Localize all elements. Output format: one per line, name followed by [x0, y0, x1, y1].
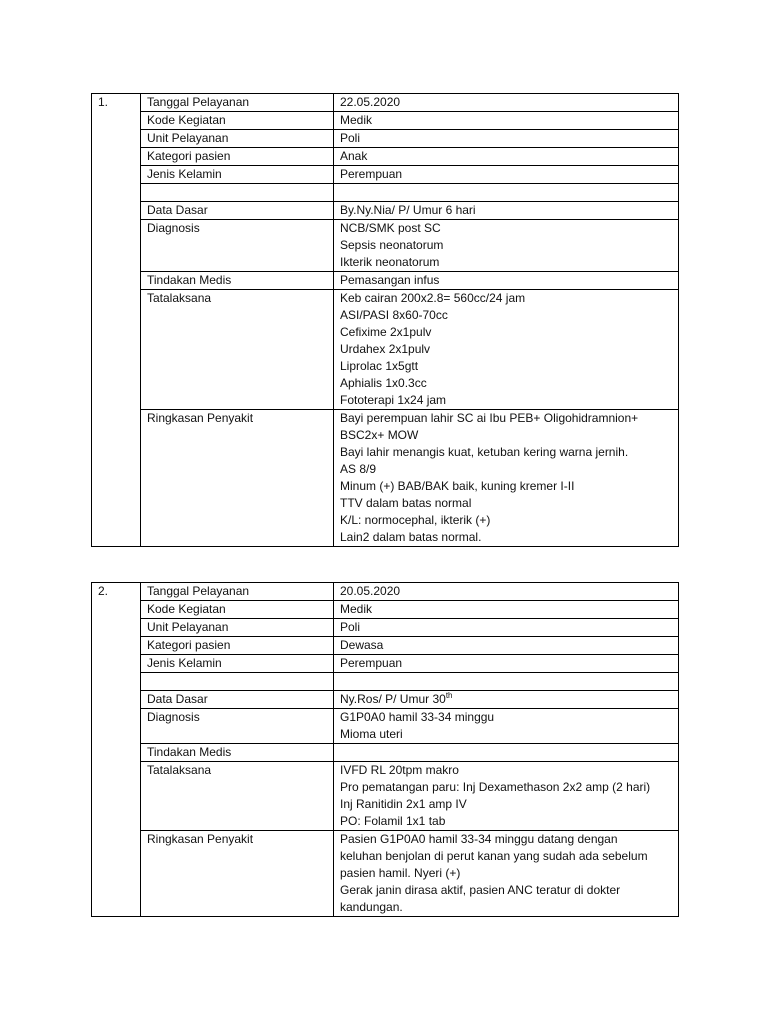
jk-value: Perempuan [334, 655, 679, 673]
tatalaksana-line: IVFD RL 20tpm makro [340, 763, 459, 777]
tatalaksana-line: Pro pematangan paru: Inj Dexamethason 2x2 amp (2 hari) [340, 780, 651, 794]
kode-value: Medik [334, 601, 679, 619]
field-label: Diagnosis [141, 709, 334, 744]
tatalaksana-line: Liprolac 1x5gtt [340, 359, 419, 373]
record-table [91, 582, 679, 917]
tatalaksana-line: PO: Folamil 1x1 tab [340, 814, 446, 828]
ringkasan-line: Minum (+) BAB/BAK baik, kuning kremer I-II [340, 479, 575, 493]
kategori-value: Dewasa [334, 637, 679, 655]
ringkasan-line: AS 8/9 [340, 462, 377, 476]
field-label: Tanggal Pelayanan [141, 94, 334, 112]
tindakan-value: Pemasangan infus [334, 272, 679, 290]
record-number: 2. [92, 583, 141, 917]
data-dasar-superscript: th [445, 691, 453, 700]
tatalaksana-line: Inj Ranitidin 2x1 amp IV [340, 797, 467, 811]
kategori-value: Anak [334, 148, 679, 166]
diagnosis-line: Ikterik neonatorum [340, 255, 440, 269]
tanggal-value: 22.05.2020 [334, 94, 679, 112]
tatalaksana-line: Urdahex 2x1pulv [340, 342, 431, 356]
ringkasan-line: TTV dalam batas normal [340, 496, 472, 510]
blank-cell [334, 184, 679, 202]
field-label: Data Dasar [141, 691, 334, 709]
ringkasan-line: Bayi perempuan lahir SC ai Ibu PEB+ Oligohidramnion+ [340, 411, 639, 425]
diagnosis-line: Sepsis neonatorum [340, 238, 444, 252]
ringkasan-line: K/L: normocephal, ikterik (+) [340, 513, 491, 527]
ringkasan-line: BSC2x+ MOW [340, 428, 419, 442]
tanggal-value: 20.05.2020 [334, 583, 679, 601]
field-label: Jenis Kelamin [141, 166, 334, 184]
field-label: Tanggal Pelayanan [141, 583, 334, 601]
jk-value: Perempuan [334, 166, 679, 184]
ringkasan-value [334, 831, 679, 917]
diagnosis-line: G1P0A0 hamil 33-34 minggu [340, 710, 495, 724]
ringkasan-line: pasien hamil. Nyeri (+) [340, 866, 461, 880]
tatalaksana-line: Aphialis 1x0.3cc [340, 376, 427, 390]
field-label: Kategori pasien [141, 148, 334, 166]
field-label: Jenis Kelamin [141, 655, 334, 673]
diagnosis-line: Mioma uteri [340, 727, 403, 741]
field-label: Diagnosis [141, 220, 334, 272]
tatalaksana-line: Fototerapi 1x24 jam [340, 393, 447, 407]
tindakan-value [334, 744, 679, 762]
blank-cell [141, 184, 334, 202]
ringkasan-line: Lain2 dalam batas normal. [340, 530, 482, 544]
ringkasan-line: keluhan benjolan di perut kanan yang sudah ada sebelum [340, 849, 648, 863]
field-label: Unit Pelayanan [141, 130, 334, 148]
ringkasan-line: Gerak janin dirasa aktif, pasien ANC teratur di dokter [340, 883, 621, 897]
field-label: Tatalaksana [141, 762, 334, 831]
field-label: Unit Pelayanan [141, 619, 334, 637]
field-label: Ringkasan Penyakit [141, 410, 334, 547]
ringkasan-line: Bayi lahir menangis kuat, ketuban kering warna jernih. [340, 445, 629, 459]
data-dasar-value: By.Ny.Nia/ P/ Umur 6 hari [334, 202, 679, 220]
ringkasan-value [334, 410, 679, 547]
data-dasar-value [334, 691, 679, 709]
unit-value: Poli [334, 130, 679, 148]
tatalaksana-line: Keb cairan 200x2.8= 560cc/24 jam [340, 291, 526, 305]
unit-value: Poli [334, 619, 679, 637]
blank-cell [334, 673, 679, 691]
ringkasan-line: kandungan. [340, 900, 403, 914]
tatalaksana-value [334, 762, 679, 831]
diagnosis-line: NCB/SMK post SC [340, 221, 441, 235]
tatalaksana-line: ASI/PASI 8x60-70cc [340, 308, 448, 322]
field-label: Tatalaksana [141, 290, 334, 410]
record-number: 1. [92, 94, 141, 547]
field-label: Kategori pasien [141, 637, 334, 655]
field-label: Tindakan Medis [141, 272, 334, 290]
diagnosis-value [334, 220, 679, 272]
tatalaksana-value [334, 290, 679, 410]
field-label: Tindakan Medis [141, 744, 334, 762]
record-table [91, 93, 679, 547]
ringkasan-line: Pasien G1P0A0 hamil 33-34 minggu datang dengan [340, 832, 618, 846]
field-label: Kode Kegiatan [141, 601, 334, 619]
kode-value: Medik [334, 112, 679, 130]
field-label: Ringkasan Penyakit [141, 831, 334, 917]
field-label: Data Dasar [141, 202, 334, 220]
tatalaksana-line: Cefixime 2x1pulv [340, 325, 432, 339]
diagnosis-value [334, 709, 679, 744]
blank-cell [141, 673, 334, 691]
data-dasar-text: Ny.Ros/ P/ Umur 30 [340, 692, 446, 706]
field-label: Kode Kegiatan [141, 112, 334, 130]
